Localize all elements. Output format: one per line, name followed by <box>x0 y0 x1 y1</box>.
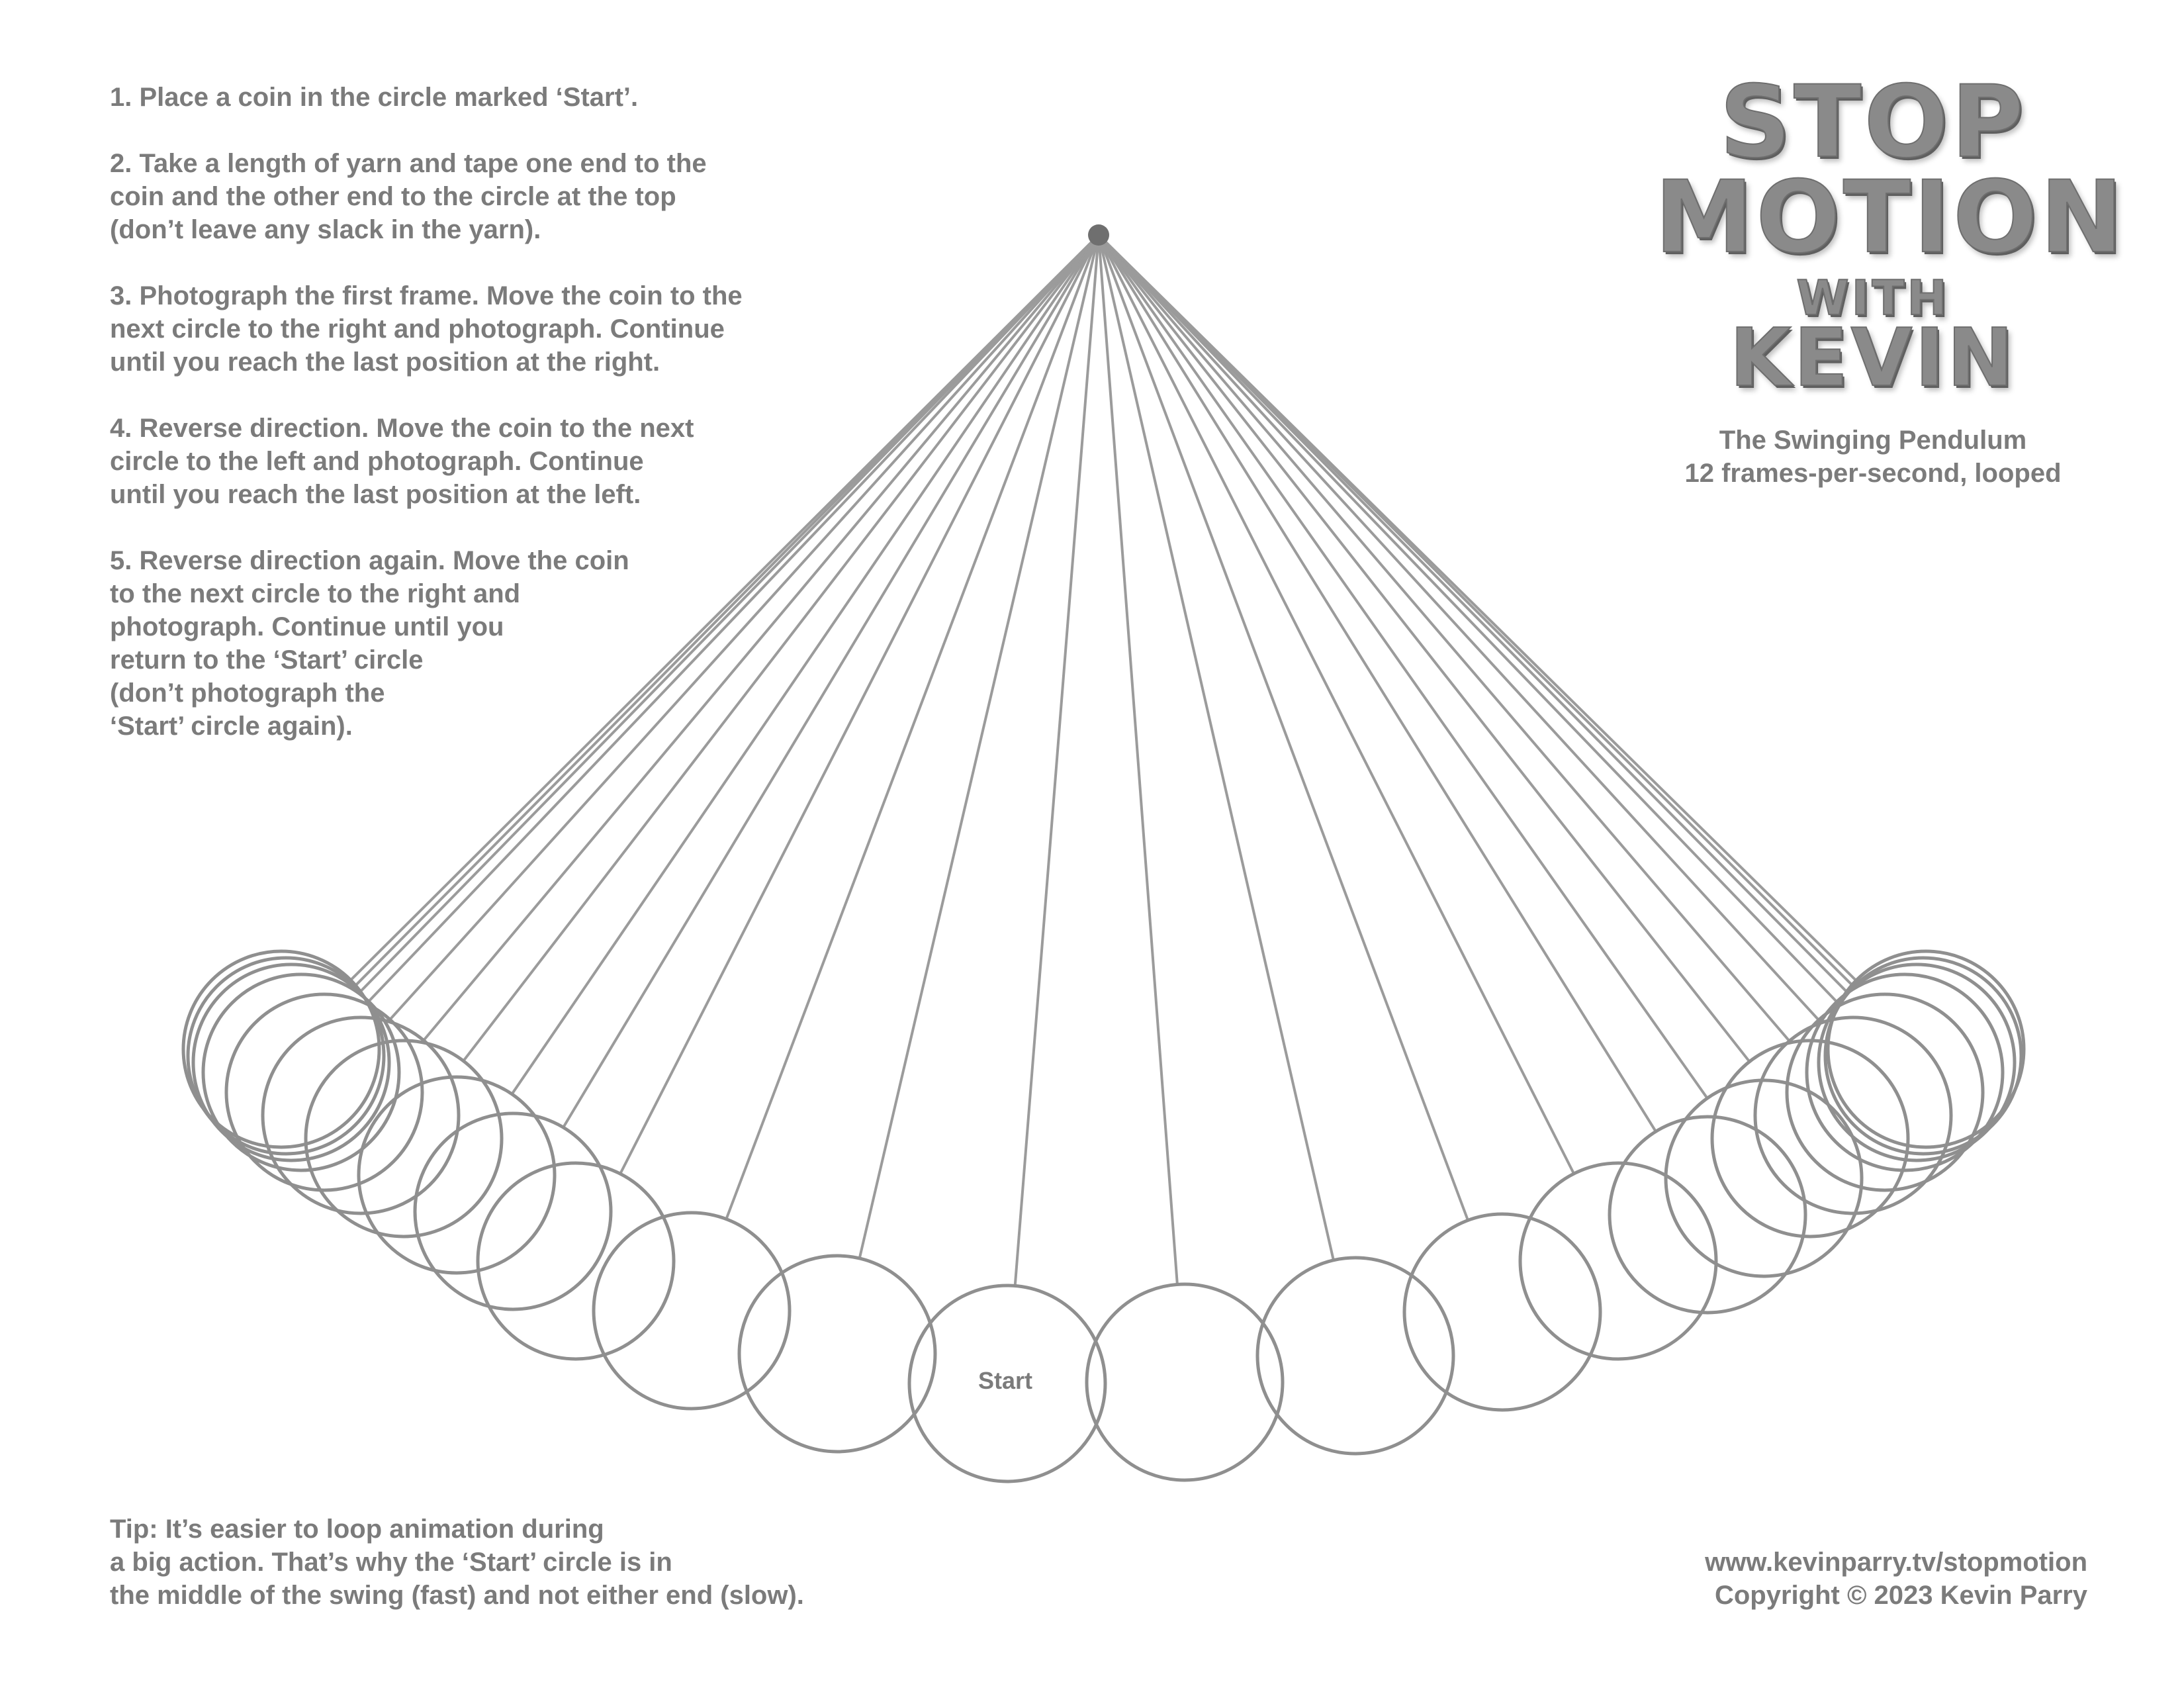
footer <box>1705 1546 2087 1612</box>
pendulum-string-6 <box>424 235 1099 1041</box>
pendulum-string-11 <box>726 235 1099 1219</box>
pendulum-position-15[interactable] <box>1257 1258 1453 1454</box>
pendulum-string-16 <box>1099 235 1468 1220</box>
pendulum-string-14 <box>1099 235 1177 1284</box>
pendulum-string-10 <box>620 235 1099 1174</box>
pendulum-position-25[interactable] <box>1825 958 2021 1154</box>
pendulum-string-18 <box>1099 235 1656 1131</box>
pendulum-string-4 <box>369 235 1099 1002</box>
pendulum-position-11[interactable] <box>594 1213 790 1409</box>
pendulum-position-9[interactable] <box>415 1113 611 1309</box>
pendulum-string-17 <box>1099 235 1574 1174</box>
copyright: Copyright © 2023 Kevin Parry <box>1714 1581 2087 1610</box>
pendulum-string-3 <box>359 235 1099 992</box>
pendulum-string-20 <box>1099 235 1749 1062</box>
logo-motion: MOTION <box>1655 160 2126 275</box>
frame-rate: 12 frames-per-second, looped <box>1684 459 2062 488</box>
pendulum-string-23 <box>1099 235 1837 1002</box>
pendulum-string-5 <box>390 235 1099 1019</box>
instruction-step-2: 2. Take a length of yarn and tape one end to the coin and the other end to the circle at the top (don’t leave any slack in the yarn). <box>110 149 707 244</box>
exercise-title: The Swinging Pendulum <box>1719 426 2027 455</box>
start-label: Start <box>978 1367 1033 1394</box>
pendulum-string-19 <box>1099 235 1707 1098</box>
pendulum-positions <box>183 951 2024 1481</box>
pendulum-string-13 <box>1015 235 1099 1286</box>
pendulum-position-7[interactable] <box>306 1041 502 1237</box>
pendulum-position-20[interactable] <box>1712 1041 1908 1237</box>
pendulum-string-21 <box>1099 235 1790 1041</box>
instruction-step-4: 4. Reverse direction. Move the coin to the next circle to the left and photograph. Continue until you reach the last position at the left. <box>110 414 694 509</box>
logo-kevin: KEVIN <box>1729 312 2017 404</box>
instruction-step-5: 5. Reverse direction again. Move the coin to the next circle to the right and photograph. Continue until you return to the ‘Start’ circle (don’t photograph the ‘Start’ circle again). <box>110 546 629 741</box>
instruction-step-1: 1. Place a coin in the circle marked ‘Start’. <box>110 83 639 112</box>
pendulum-strings <box>351 235 1856 1286</box>
pendulum-string-15 <box>1099 235 1334 1260</box>
pendulum-string-22 <box>1099 235 1819 1020</box>
pendulum-position-16[interactable] <box>1404 1214 1600 1410</box>
pendulum-position-14[interactable] <box>1087 1284 1283 1480</box>
pendulum-string-26 <box>1099 235 1856 980</box>
pendulum-string-8 <box>512 235 1099 1094</box>
logo-with: WITH <box>1796 270 1950 326</box>
website-url: www.kevinparry.tv/stopmotion <box>1705 1548 2087 1577</box>
pendulum-position-18[interactable] <box>1610 1117 1805 1313</box>
pendulum-string-9 <box>563 235 1099 1127</box>
logo-stop: STOP <box>1719 65 2026 180</box>
pendulum-position-17[interactable] <box>1520 1163 1716 1359</box>
pendulum-position-10[interactable] <box>478 1163 674 1359</box>
pivot-point <box>1088 224 1109 246</box>
pendulum-position-12[interactable] <box>739 1256 935 1452</box>
instruction-step-3: 3. Photograph the first frame. Move the coin to the next circle to the right and photograph. Continue until you reach the last position at the right. <box>110 281 743 377</box>
tip-text: Tip: It’s easier to loop animation during a big action. That’s why the ‘Start’ circle is in the middle of the swing (fast) and not either end (slow). <box>110 1515 804 1610</box>
